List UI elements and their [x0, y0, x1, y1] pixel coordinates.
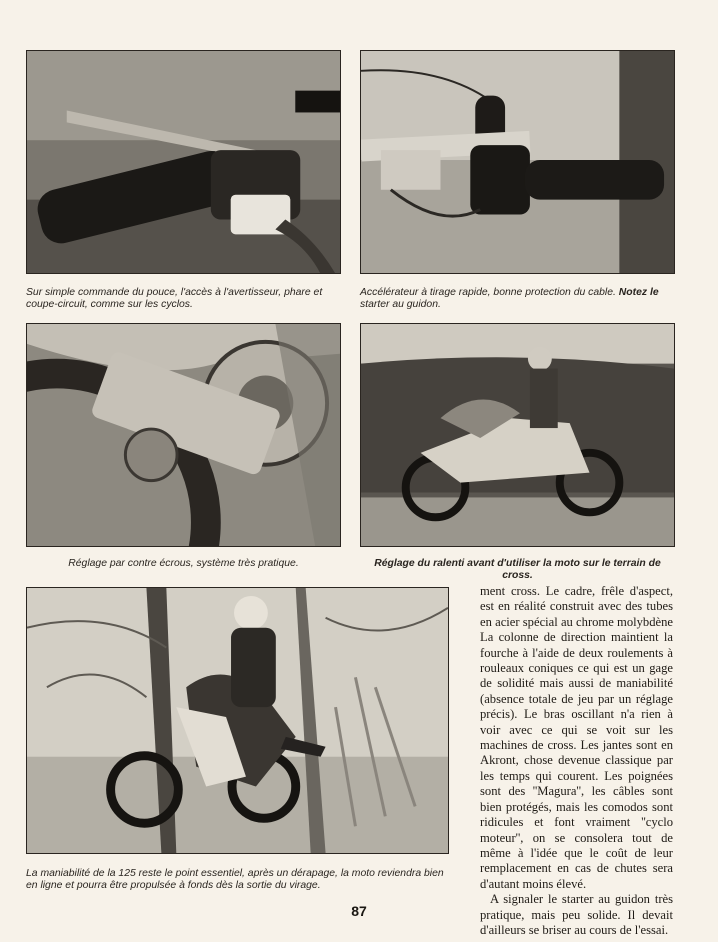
photo-rider-cornering	[26, 587, 449, 854]
photo-throttle	[360, 50, 675, 274]
photo-bike-terrain	[360, 323, 675, 547]
photo-handlebar-switches-image	[27, 51, 340, 273]
page-number: 87	[351, 903, 367, 919]
photo-handlebar-switches	[26, 50, 341, 274]
caption-rider-cornering: La maniabilité de la 125 reste le point essentiel, après un dérapage, la moto reviendra bien en ligne et pourra être propulsée à fonds dès la sortie du virage.	[26, 868, 444, 891]
caption-throttle	[360, 287, 675, 310]
photo-lock-nut-image	[27, 324, 340, 546]
article-paragraph-2: A signaler le starter au guidon très pratique, mais peu solide. Il devait d'ailleurs se briser au cours de l'essai.	[480, 892, 673, 937]
caption-bike-terrain: Réglage du ralenti avant d'utiliser la moto sur le terrain de cross.	[374, 558, 661, 581]
caption-throttle-text-2: starter au guidon.	[360, 298, 441, 310]
article-paragraph-1: ment cross. Le cadre, frêle d'aspect, est en réalité construit avec des tubes en acier spécial au chrome molybdène La colonne de direction maintient la fourche à l'aide de deux roulements à rouleaux coniques ce qui est un gage de solidité mais aussi de maniabilité (absence totale de jeu par un réglage précis). Le bras oscillant n'a rien à voir avec ce qui se voit sur les machines de cross. Les jantes sont en Akront, chose devenue classique par les temps qui courent. Les poignées sont des ''Magura'', les câbles sont bien protégés, mais les comodos sont ridicules et font vraiment ''cyclo moteur'', on se consolera tout de même à l'idée que le coût de leur remplacement en cas de chutes sera d'autant moins élevé.	[480, 584, 673, 891]
photo-lock-nut	[26, 323, 341, 547]
photo-rider-cornering-image	[27, 588, 448, 853]
photo-throttle-image	[361, 51, 674, 273]
caption-throttle-bold: Notez le	[618, 287, 659, 298]
caption-throttle-text: Accélérateur à tirage rapide, bonne protection du cable.	[360, 287, 616, 298]
photo-bike-terrain-image	[361, 324, 674, 546]
caption-lock-nut: Réglage par contre écrous, système très pratique.	[68, 558, 299, 569]
caption-handlebar-switches: Sur simple commande du pouce, l'accès à l'avertisseur, phare et coupe-circuit, comme sur les cyclos.	[26, 287, 323, 310]
article-text	[480, 584, 673, 938]
